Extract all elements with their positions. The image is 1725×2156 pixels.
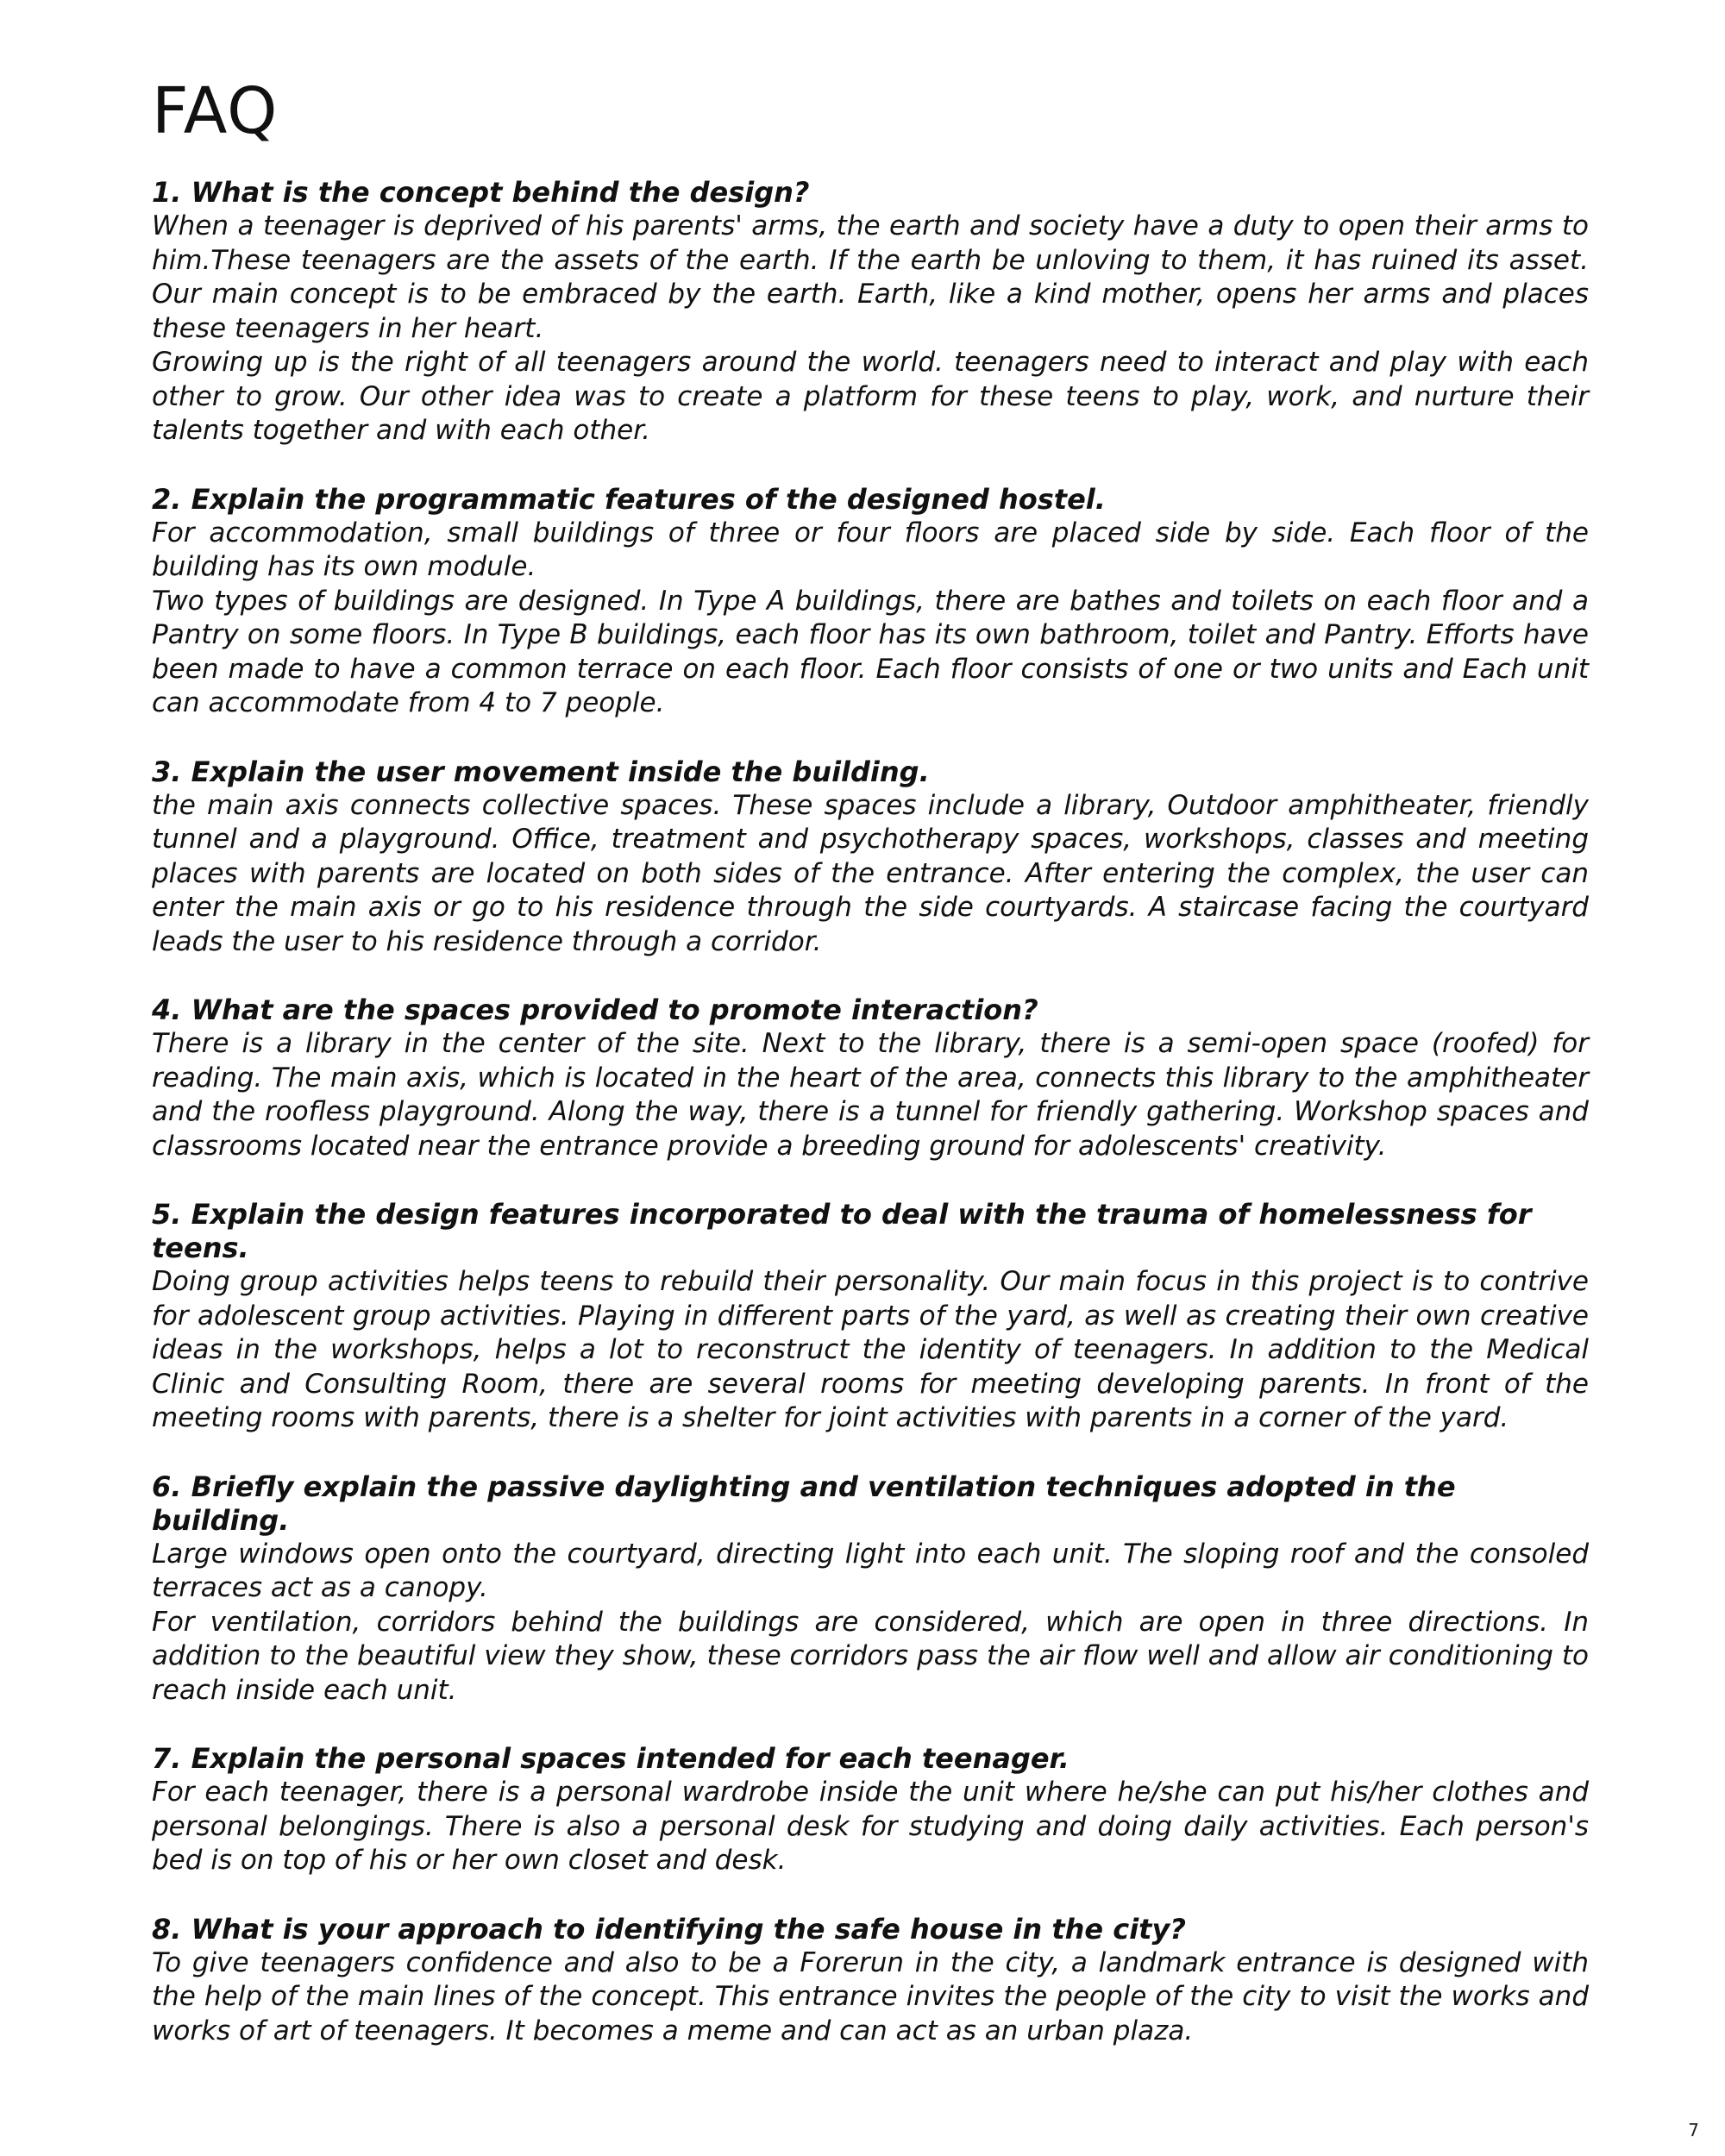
faq-answer-2b: Two types of buildings are designed. In Type A buildings, there are bathes and toilets on each floor and a Pantry on some floors. In Type B buildings, each floor has its own bathroom, toilet and Pantry. Efforts have been made to have a common terrace on each floor. Each floor consists of one or two units and Each unit can accommodate from 4 to 7 people.	[152, 585, 1589, 718]
faq-question-1: 1. What is the concept behind the design?	[152, 176, 810, 209]
faq-question-6: 6. Briefly explain the passive daylighting and ventilation techniques adopted in the building.	[152, 1470, 1456, 1537]
faq-answer-8: To give teenagers confidence and also to be a Forerun in the city, a landmark entrance is designed with the help of the main lines of the concept. This entrance invites the people of the city to visit the works and works of art of teenagers. It becomes a meme and can act as an urban plaza.	[152, 1946, 1589, 2046]
faq-item-5	[152, 1198, 1589, 1436]
page-title: FAQ	[152, 74, 279, 148]
faq-page	[152, 74, 1589, 2083]
faq-answer-3: the main axis connects collective spaces. These spaces include a library, Outdoor amphitheater, friendly tunnel and a playground. Office, treatment and psychotherapy spaces, workshops, classes and meeting places with parents are located on both sides of the entrance. After entering the complex, the user can enter the main axis or go to his residence through the side courtyards. A staircase facing the courtyard leads the user to his residence through a corridor.	[152, 789, 1589, 957]
faq-item-3	[152, 755, 1589, 960]
faq-item-4	[152, 993, 1589, 1163]
faq-answer-2a: For accommodation, small buildings of three or four floors are placed side by side. Each floor of the building has its own module.	[152, 517, 1589, 582]
faq-question-3: 3. Explain the user movement inside the building.	[152, 755, 930, 788]
faq-answer-7: For each teenager, there is a personal wardrobe inside the unit where he/she can put his/her clothes and personal belongings. There is also a personal desk for studying and doing daily activities. Each person's bed is on top of his or her own closet and desk.	[152, 1777, 1589, 1876]
faq-answer-6a: Large windows open onto the courtyard, directing light into each unit. The sloping roof and the consoled terraces act as a canopy.	[152, 1538, 1589, 1603]
page-number: 7	[1688, 2120, 1699, 2140]
faq-question-7: 7. Explain the personal spaces intended for each teenager.	[152, 1742, 1070, 1775]
faq-answer-6b: For ventilation, corridors behind the buildings are considered, which are open in three directions. In addition to the beautiful view they show, these corridors pass the air flow well and allow air conditioning to reach inside each unit.	[152, 1606, 1589, 1706]
faq-item-2	[152, 483, 1589, 721]
faq-answer-1b: Growing up is the right of all teenagers around the world. teenagers need to interact and play with each other to grow. Our other idea was to create a platform for these teens to play, work, and nurture their talents together and with each other.	[152, 347, 1589, 446]
faq-answer-1a: When a teenager is deprived of his parents' arms, the earth and society have a duty to open their arms to him.These teenagers are the assets of the earth. If the earth be unloving to them, it has ruined its asset. Our main concept is to be embraced by the earth. Earth, like a kind mother, opens her arms and places these teenagers in her heart.	[152, 210, 1589, 344]
faq-item-1	[152, 176, 1589, 448]
faq-item-6	[152, 1470, 1589, 1708]
faq-question-2: 2. Explain the programmatic features of the designed hostel.	[152, 482, 1106, 516]
faq-question-4: 4. What are the spaces provided to promote interaction?	[152, 993, 1038, 1026]
faq-question-8: 8. What is your approach to identifying the safe house in the city?	[152, 1912, 1186, 1946]
faq-answer-4: There is a library in the center of the site. Next to the library, there is a semi-open space (roofed) for reading. The main axis, which is located in the heart of the area, connects this library to the amphitheater and the roofless playground. Along the way, there is a tunnel for friendly gathering. Workshop spaces and classrooms located near the entrance provide a breeding ground for adolescents' creativity.	[152, 1028, 1589, 1162]
faq-answer-5: Doing group activities helps teens to rebuild their personality. Our main focus in this project is to contrive for adolescent group activities. Playing in different parts of the yard, as well as creating their own creative ideas in the workshops, helps a lot to reconstruct the identity of teenagers. In addition to the Medical Clinic and Consulting Room, there are several rooms for meeting developing parents. In front of the meeting rooms with parents, there is a shelter for joint activities with parents in a corner of the yard.	[152, 1266, 1589, 1433]
faq-item-8	[152, 1913, 1589, 2049]
faq-item-7	[152, 1742, 1589, 1878]
faq-question-5: 5. Explain the design features incorporated to deal with the trauma of homelessness for teens.	[152, 1198, 1532, 1264]
